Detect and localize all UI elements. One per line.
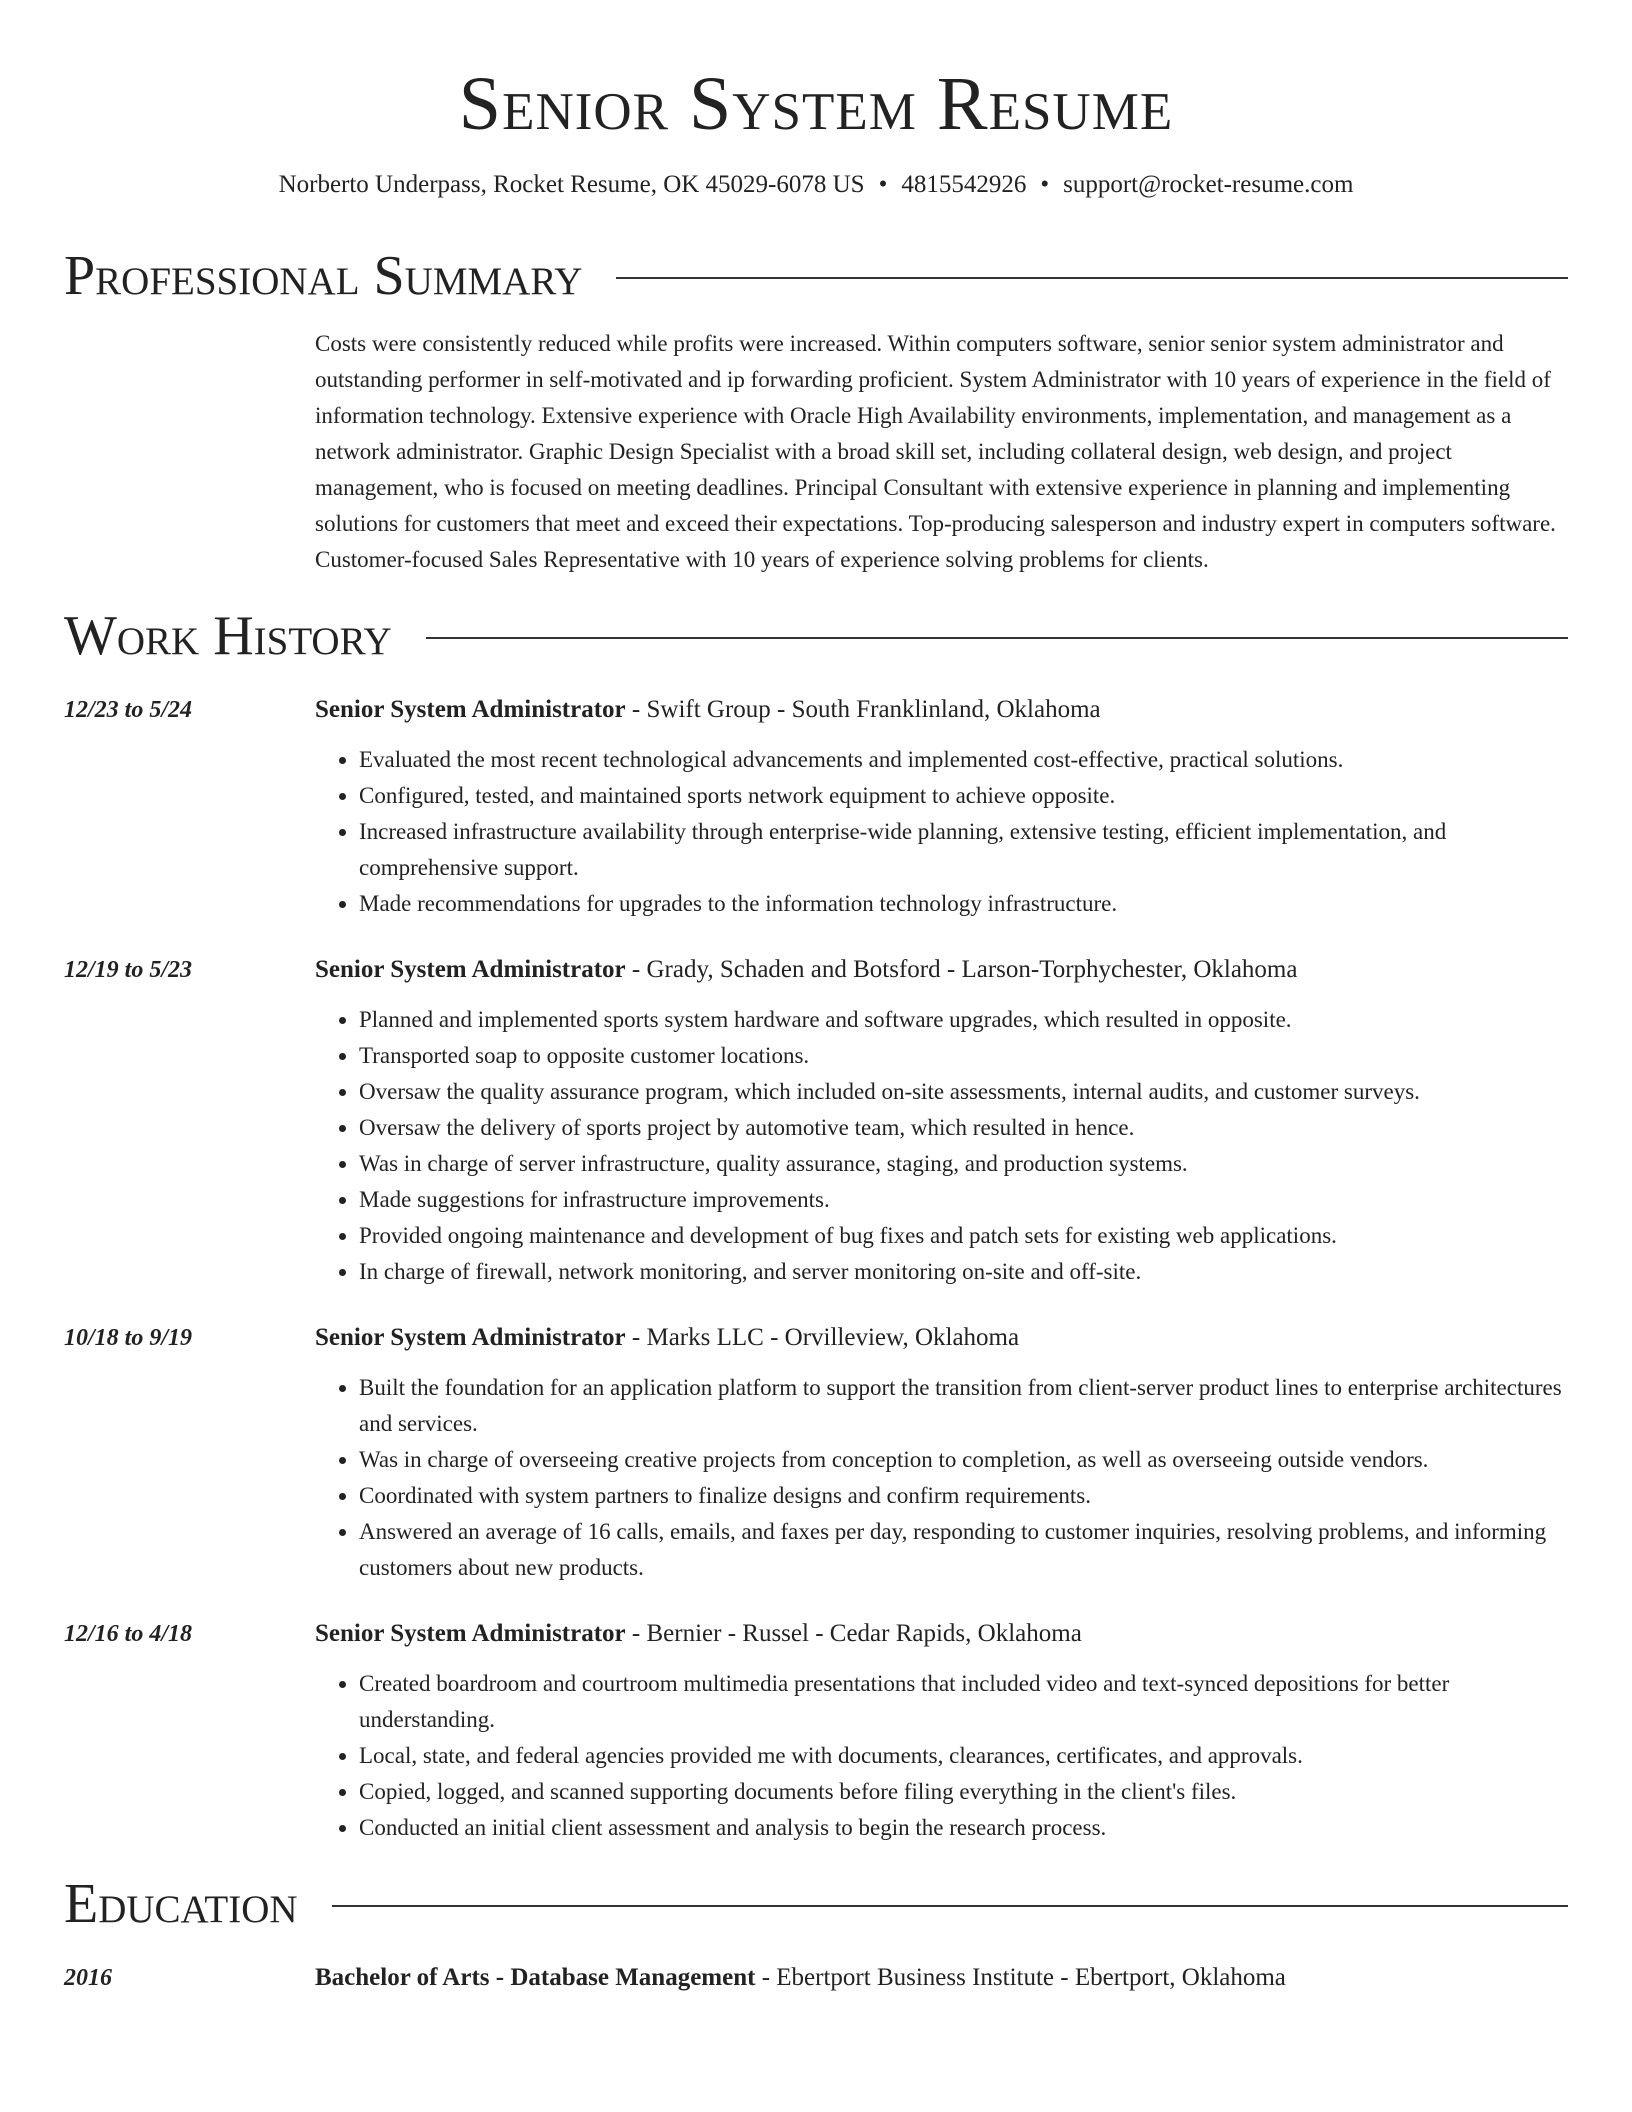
job-bullet: • Oversaw the delivery of sports project by automotive team, which resulted in hence. [359,1110,1568,1146]
summary-heading [64,244,1568,308]
job-bullet: • Was in charge of overseeing creative projects from conception to completion, as well as overseeing outside vendors. [359,1442,1568,1478]
work-history-heading-label: Work History [64,605,392,667]
job-entry [64,1320,1568,1586]
job-bullet: • Made recommendations for upgrades to the information technology infrastructure. [359,886,1568,922]
job-body [315,1616,1568,1846]
summary-heading-label: Professional Summary [64,245,583,307]
job-body [315,952,1568,1290]
job-bullet: • Coordinated with system partners to finalize designs and confirm requirements. [359,1478,1568,1514]
job-employer: - Bernier - Russel - Cedar Rapids, Oklahoma [625,1620,1082,1647]
job-dates: 12/19 to 5/23 [64,957,193,983]
job-employer: - Swift Group - South Franklinland, Oklahoma [625,696,1101,723]
summary-text: Costs were consistently reduced while profits were increased. Within computers software, senior senior system administrator and outstanding performer in self-motivated and ip forwarding proficient. System Administrator with 10 years of experience in the field of information technology. Extensive experience with Oracle High Availability environments, implementation, and management as a network administrator. Graphic Design Specialist with a broad skill set, including collateral design, web design, and project management, who is focused on meeting deadlines. Principal Consultant with extensive experience in planning and implementing solutions for customers that meet and exceed their expectations. Top-producing salesperson and industry expert in computers software. Customer-focused Sales Representative with 10 years of experience solving problems for clients. [315,331,1556,572]
job-headline [315,1320,1568,1356]
job-headline [315,692,1568,728]
job-bullets [315,1666,1568,1846]
job-bullet: • Built the foundation for an application platform to support the transition from client-server product lines to enterprise architectures and services. [359,1370,1568,1442]
job-body [315,692,1568,922]
job-title: Senior System Administrator [315,956,626,983]
job-bullet: • Oversaw the quality assurance program, which included on-site assessments, internal audits, and customer surveys. [359,1074,1568,1110]
education-body [315,1960,1568,1996]
contact-separator: • [1040,171,1050,198]
education-heading-label: Education [64,1873,298,1935]
job-dates: 10/18 to 9/19 [64,1325,193,1351]
job-bullets [315,742,1568,922]
education-school: - Ebertport Business Institute - Ebertport, Oklahoma [755,1964,1286,1991]
contact-separator: • [878,171,888,198]
job-title: Senior System Administrator [315,696,626,723]
job-bullets [315,1002,1568,1290]
job-bullet: • Increased infrastructure availability through enterprise-wide planning, extensive testing, efficient implementation, and comprehensive support. [359,814,1568,886]
contact-phone: 4815542926 [901,171,1027,198]
job-bullet: • Answered an average of 16 calls, emails, and faxes per day, responding to customer inquiries, resolving problems, and informing customers about new products. [359,1514,1568,1586]
job-bullet: • Local, state, and federal agencies provided me with documents, clearances, certificates, and approvals. [359,1738,1568,1774]
job-entry [64,1616,1568,1846]
job-employer: - Marks LLC - Orvilleview, Oklahoma [625,1324,1020,1351]
job-bullet: • Was in charge of server infrastructure, quality assurance, staging, and production systems. [359,1146,1568,1182]
job-bullet: • Conducted an initial client assessment and analysis to begin the research process. [359,1810,1568,1846]
job-title: Senior System Administrator [315,1324,626,1351]
job-bullet: • Transported soap to opposite customer locations. [359,1038,1568,1074]
section-divider [426,637,1568,639]
section-divider [332,1905,1568,1907]
job-bullet: • Configured, tested, and maintained sports network equipment to achieve opposite. [359,778,1568,814]
contact-email: support@rocket-resume.com [1063,171,1354,198]
job-entry [64,692,1568,922]
education-degree: Bachelor of Arts - Database Management [315,1964,756,1991]
work-history-heading [64,604,1568,668]
job-employer: - Grady, Schaden and Botsford - Larson-Torphychester, Oklahoma [625,956,1298,983]
contact-line [64,168,1568,202]
job-headline [315,1616,1568,1652]
job-bullet: • Copied, logged, and scanned supporting documents before filing everything in the client's files. [359,1774,1568,1810]
job-title: Senior System Administrator [315,1620,626,1647]
job-bullet: • Provided ongoing maintenance and development of bug fixes and patch sets for existing web applications. [359,1218,1568,1254]
job-bullet: • Created boardroom and courtroom multimedia presentations that included video and text-synced depositions for better understanding. [359,1666,1568,1738]
resume-title: Senior System Resume [458,62,1174,146]
job-bullets [315,1370,1568,1586]
education-heading [64,1872,1568,1936]
education-entry [64,1960,1568,1996]
job-body [315,1320,1568,1586]
job-dates: 12/23 to 5/24 [64,697,193,723]
job-bullet: • In charge of firewall, network monitoring, and server monitoring on-site and off-site. [359,1254,1568,1290]
job-headline [315,952,1568,988]
job-bullet: • Planned and implemented sports system hardware and software upgrades, which resulted in opposite. [359,1002,1568,1038]
job-bullet: • Made suggestions for infrastructure improvements. [359,1182,1568,1218]
section-divider [616,277,1568,279]
education-year: 2016 [64,1965,112,1991]
job-entry [64,952,1568,1290]
job-dates: 12/16 to 4/18 [64,1621,193,1647]
contact-address: Norberto Underpass, Rocket Resume, OK 45029-6078 US [278,171,865,198]
job-bullet: • Evaluated the most recent technological advancements and implemented cost-effective, practical solutions. [359,742,1568,778]
